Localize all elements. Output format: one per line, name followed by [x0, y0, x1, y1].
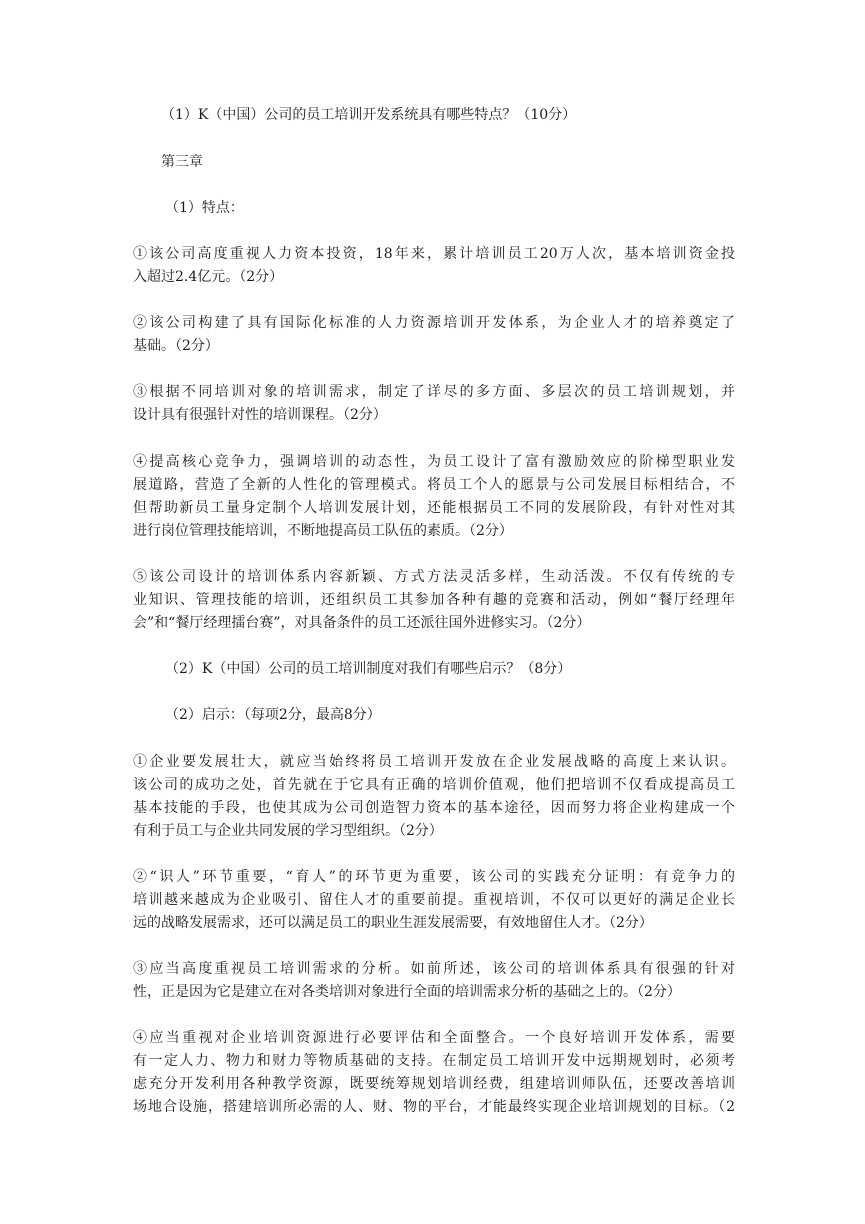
paragraph-line: 进行岗位管理技能培训，不断地提高员工队伍的素质。（2分）: [133, 523, 513, 539]
paragraph-line: ①企业要发展壮大，就应当始终将员工培训开发放在企业发展战略的高度上来认识。: [133, 754, 735, 770]
answer-1-heading: （1）特点：: [165, 200, 244, 216]
paragraph-line: 虑充分开发利用各种教学资源，既要统筹规划培训经费，组建培训师队伍，还要改善培训: [133, 1076, 735, 1092]
paragraph-line: 业知识、管理技能的培训，还组织员工其参加各种有趣的竞赛和活动，例如“餐厅经理年: [133, 592, 735, 608]
paragraph-line: 入超过2.4亿元。（2分）: [133, 269, 284, 285]
question-2: （2）K（中国）公司的员工培训制度对我们有哪些启示？（8分）: [165, 661, 572, 677]
paragraph-line: 性，正是因为它是建立在对各类培训对象进行全面的培训需求分析的基础之上的。（2分）: [133, 984, 681, 1000]
paragraph-line: 基本技能的手段，也使其成为公司创造智力资本的基本途径，因而努力将企业构建成一个: [133, 800, 735, 816]
paragraph-line: 该公司的成功之处，首先就在于它具有正确的培训价值观，他们把培训不仅看成提高员工: [133, 777, 735, 793]
paragraph-line: 有利于员工与企业共同发展的学习型组织。（2分）: [133, 823, 443, 839]
chapter-heading: 第三章: [161, 154, 203, 170]
paragraph-line: 会”和“餐厅经理擂台赛”，对具备条件的员工还派往国外进修实习。（2分）: [133, 615, 591, 631]
paragraph-line: 有一定人力、物力和财力等物质基础的支持。在制定员工培训开发中远期规划时，必须考: [133, 1053, 735, 1069]
paragraph-line: 设计具有很强针对性的培训课程。（2分）: [133, 407, 387, 423]
paragraph-line: ⑤该公司设计的培训体系内容新颖、方式方法灵活多样，生动活泼。不仅有传统的专: [133, 569, 735, 585]
paragraph-line: ②该公司构建了具有国际化标准的人力资源培训开发体系，为企业人才的培养奠定了: [133, 315, 735, 331]
paragraph-line: 展道路，营造了全新的人性化的管理模式。将员工个人的愿景与公司发展目标相结合，不: [133, 477, 735, 493]
paragraph-line: ③应当高度重视员工培训需求的分析。如前所述，该公司的培训体系具有很强的针对: [133, 961, 735, 977]
paragraph-line: 基础。（2分）: [133, 338, 219, 354]
answer-2-heading: （2）启示：（每项2分，最高8分）: [165, 707, 381, 723]
paragraph-line: ③根据不同培训对象的培训需求，制定了详尽的多方面、多层次的员工培训规划，并: [133, 384, 735, 400]
paragraph-line: ①该公司高度重视人力资本投资，18年来，累计培训员工20万人次，基本培训资金投: [133, 246, 735, 262]
paragraph-line: ④提高核心竞争力，强调培训的动态性，为员工设计了富有激励效应的阶梯型职业发: [133, 454, 735, 470]
paragraph-line: 培训越来越成为企业吸引、留住人才的重要前提。重视培训，不仅可以更好的满足企业长: [133, 892, 735, 908]
paragraph-line: 但帮助新员工量身定制个人培训发展计划，还能根据员工不同的发展阶段，有针对性对其: [133, 500, 735, 516]
paragraph-line: ②“识人”环节重要，“育人”的环节更为重要，该公司的实践充分证明：有竞争力的: [133, 869, 735, 885]
paragraph-line: ④应当重视对企业培训资源进行必要评估和全面整合。一个良好培训开发体系，需要: [133, 1030, 735, 1046]
paragraph-line: 远的战略发展需求，还可以满足员工的职业生涯发展需要，有效地留住人才。（2分）: [133, 915, 653, 931]
paragraph-line: 场地合设施，搭建培训所必需的人、财、物的平台，才能最终实现企业培训规划的目标。（2: [133, 1099, 735, 1115]
question-1: （1）K（中国）公司的员工培训开发系统具有哪些特点？（10分）: [161, 107, 577, 123]
